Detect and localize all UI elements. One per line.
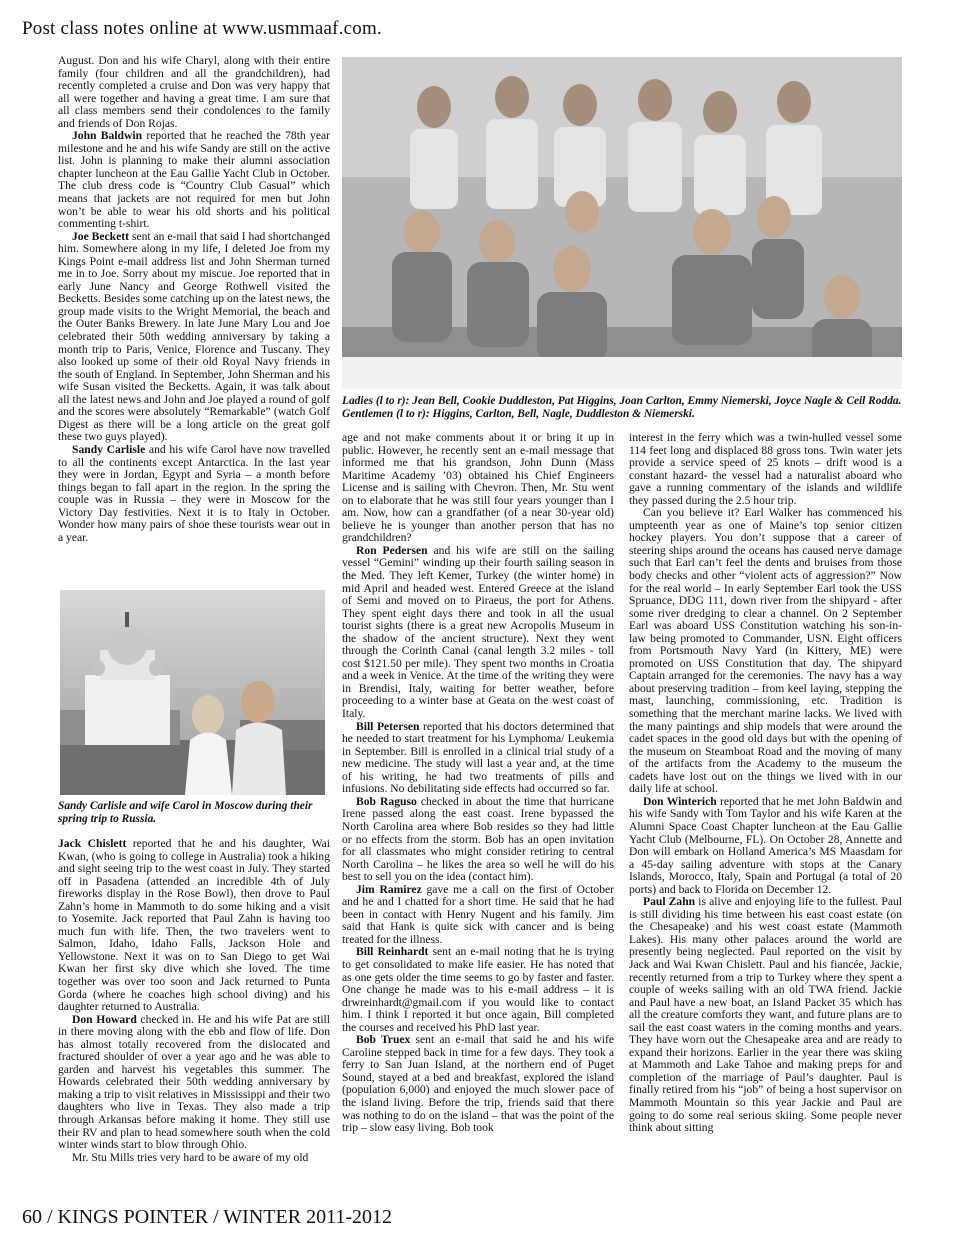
article-paragraph (629, 796, 902, 896)
article-paragraph (629, 432, 902, 507)
article-paragraph (342, 1034, 614, 1134)
paragraph-text: age and not make comments about it or bring it up in public. However, he recently sent an e-mail message that informed me that his grandson, John Dunn (Mass Maritime Academy ’03) obtained his Chief Engineers License and is sailing with Chevron. Then, Mr. Stu went on to elaborate that he was still four years younger than I am. Now, how can a grandfather (of a near 30-year old) believe he is younger than another person that has no grandchildren? (342, 432, 614, 545)
article-paragraph (342, 884, 614, 947)
paragraph-text: reported that his doctors determined that he needed to start treatment for his Lymphoma/ Leukemia in September. Bill is enrolled in a clinical trial study of a new medicine. The study will last a year and, at the time of his writing, he had two treatments of pills and infusions. No debilitating side effects had occurred so far. (342, 719, 614, 796)
paragraph-text: is alive and enjoying life to the fullest. Paul is still dividing his time between his east coast estate (on the Chesapeake) and his west coast estate (Mammoth Lakes). His many other palaces around the world are presently being neglected. Paul reported on the visit by Jack and Wai Kwan Chislett. Paul and his fiancée, Jackie, recently returned from a trip to Turkey where they spent a couple of weeks sailing with an old TWA friend. Jackie and Paul have a new boat, an Island Packet 35 which has all the creature comforts they want, and future plans are to sail the east coast waters in the coming months and years. They have worn out the Chesapeake area and are ready to expand their horizons. Earlier in the year there was skiing at Mammoth and Lake Tahoe and making preps for and completion of the marriage of Paul’s daughter. Paul is finally retired from his “job” of being a host supervisor on Mammoth Mountain so this year Jackie and Paul are going to do some real serious skiing. Some people never think about sitting (629, 895, 902, 1135)
article-paragraph (58, 1014, 330, 1152)
person-name: Don Winterich (643, 794, 717, 808)
article-paragraph (58, 231, 330, 444)
person-name: Sandy Carlisle (72, 442, 146, 456)
paragraph-text: sent an e-mail that said I had shortchanged him. Somewhere along in my life, I deleted Joe from my Kings Point e-mail address list and John Sherman turned me in to Joe. Sorry about my miscue. Joe reported that in early June Nancy and George Rothwell visited the Becketts. Besides some catching up on the latest news, the group made visits to the Wright Memorial, the beach and the Outer Banks Brewery. In late June Mary Lou and Joe celebrated their 50th wedding anniversary by taking a month trip to Paris, Venice, Florence and Tuscany. They also looked up some of their old Royal Navy friends in the south of England. In September, John Sherman and his wife Susan visited the Becketts. Again, it was talk about all the latest news and John and Joe played a round of golf and the scores were absolutely “Remarkable” (watch Golf Digest as there will be a long article on the great golf these two guys played). (58, 229, 330, 444)
moscow-photo-caption: Sandy Carlisle and wife Carol in Moscow during their spring trip to Russia. (58, 800, 313, 825)
person-name: Don Howard (72, 1012, 137, 1026)
person-name: Bob Truex (356, 1033, 411, 1047)
person-name: John Baldwin (72, 129, 143, 143)
article-paragraph (58, 130, 330, 230)
page-footer: 60 / KINGS POINTER / WINTER 2011-2012 (22, 1206, 392, 1228)
paragraph-text: reported that he and his daughter, Wai Kwan, (who is going to college in Australia) took a hiking and sight seeing trip to the west coast in July. They started off in Pasadena (attended an incredible 4th of July fireworks display in the Rose Bowl), then drove to Paul Zahn’s home in Mammoth to do some hiking and a visit to Yosemite. Jack reported that Paul Zahn is having too much fun with life. Then, the two travelers went to Salmon, Idaho, Idaho Falls, Jackson Hole and Yellowstone. Next it was on to San Diego to get Wai Kwan her first sky dive which she loved. The time together was over too soon and Jack returned to Punta Gorda (where he coaches high school diving) and his daughter returned to Australia. (58, 838, 330, 1014)
person-name: Bob Raguso (356, 794, 417, 808)
group-photo-caption: Ladies (l to r): Jean Bell, Cookie Duddleston, Pat Higgins, Joan Carlton, Emmy Niemerski, Joyce Nagle & Ceil Rodda. Gentlemen (l to r): Higgins, Carlton, Bell, Nagle, Duddleston & Niemerski. (342, 395, 902, 420)
paragraph-text: sent an e-mail noting that he is trying to get consolidated to make life easier. He has noted that as one gets older the time seems to go by faster and faster. One change he made was to his e-mail address – it is drwreinhardt@gmail.com if you would like to contact him. I think I reported it but once again, Bill completed the courses and received his PhD last year. (342, 945, 614, 1034)
moscow-photo-image (60, 590, 325, 795)
article-paragraph (342, 721, 614, 796)
person-name: Jim Ramirez (356, 882, 422, 896)
person-name: Ron Pedersen (356, 543, 428, 557)
person-name: Paul Zahn (643, 895, 696, 909)
column-2 (342, 432, 614, 1184)
article-paragraph (58, 1152, 330, 1165)
article-paragraph (342, 545, 614, 721)
person-name: Jack Chislett (58, 838, 127, 850)
paragraph-text: sent an e-mail that said he and his wife Caroline stepped back in time for a few days. They took a ferry to San Juan Island, at the northern end of Puget Sound, stayed at a bed and breakfast, explored the island (population 6,000) and enjoyed the much slower pace of the island living. Before the trip, friends said that there was nothing to do on the island – that was the point of the trip – slow easy living. Bob took (342, 1033, 614, 1135)
paragraph-text: and his wife Carol have now travelled to all the continents except Antarctica. In the last year they were in Jordan, Egypt and Syria – a month before things began to fall apart in the region. In the spring the couple was in Russia – they were in Moscow for the Victory Day festivities. Next it is to Italy in October. Wonder how many pairs of shoe these tourists wear out in a year. (58, 442, 330, 544)
paragraph-text: reported that he met John Baldwin and his wife Sandy with Tom Taylor and his wife Karen at the Alumni Space Coast Chapter luncheon at the Eau Gallie Yacht Club (Melbourne, FL). On October 28, Annette and Don will embark on Holland America’s MS Maasdam for a 45-day sailing adventure with stops at the Canary Islands, Morocco, Italy, Spain and Portugal (a total of 20 ports) and back to Florida on December 12. (629, 794, 902, 896)
person-name: Bill Petersen (356, 719, 420, 733)
person-name: Bill Reinhardt (356, 945, 429, 959)
page-header: Post class notes online at www.usmmaaf.com. (22, 18, 382, 39)
article-paragraph (342, 432, 614, 545)
paragraph-text: August. Don and his wife Charyl, along with their entire family (four children and all the grandchildren), had recently completed a cruise and Don was very happy that all were together and having a great time. I am sure that all class members send their condolences to the family and friends of Don Rojas. (58, 55, 330, 130)
paragraph-text: and his wife are still on the sailing vessel “Gemini” winding up their fourth sailing season in the Med. They left Kemer, Turkey (the winter home) in mid April and headed west. Entered Greece at the island of Semi and moved on to Piraeus, the port for Athens. They spent eight days there and took in all the usual tourist sights (there is a great new Acropolis Museum in the shadow of the ancient structure). Next they went through the Corinth Canal (canal length 3.2 miles - toll cost $121.50 per mile). They spent two months in Croatia and a week in Venice. At the time of the writing they were in Brendisi, Italy, waiting for better weather, before proceeding to a winter base at Geata on the west coast of Italy. (342, 543, 614, 721)
paragraph-text: reported that he reached the 78th year milestone and he and his wife Sandy are still on the active list. John is planning to make their alumni association chapter luncheon at the Eau Gallie Yacht Club in October. The club dress code is “Country Club Casual” which means that jackets are not required for men but John won’t be able to wear his old shorts and his political commenting t-shirt. (58, 129, 330, 231)
group-photo (342, 57, 902, 389)
moscow-photo (60, 590, 325, 795)
column-1-top (58, 55, 330, 605)
article-paragraph (629, 896, 902, 1134)
paragraph-text: checked in. He and his wife Pat are still in there moving along with the ebb and flow of life. Don has almost totally recovered from the dislocated and fractured shoulder of over a year ago and he was able to garden and harvest his vegetables this summer. The Howards celebrated their 50th wedding anniversary by making a trip to visit relatives in Mississippi and their two daughters who live in Texas. They also made a trip through Arkansas before making it home. They still use their RV and plan to head somewhere south when the cold winter winds start to blow through Ohio. (58, 1012, 330, 1152)
column-1-bottom (58, 838, 330, 1190)
paragraph-text: Mr. Stu Mills tries very hard to be aware of my old (72, 1150, 309, 1164)
paragraph-text: Can you believe it? Earl Walker has commenced his umpteenth year as one of Maine’s top senior citizen hockey players. You don’t suppose that a career of steering ships around the oceans has caused nerve damage such that Earl can’t feel the dents and bruises from those body checks and other “violent acts of aggression?” Now for the real world – In early September Earl took the USS Spruance, DDG 111, down river from the shipyard - after some river dredging to clear a channel. On 2 September Earl was aboard USS Constitution watching his son-in-law being promoted to Commander, USN. Eight officers from Portsmouth Navy Yard (in Kittery, ME) were promoted on USS Constitution that day. The shipyard Captain arranged for the ceremonies. The navy has a way about preserving tradition – from keel laying, stepping the mast, launching, commissioning, etc. Tradition is something that the merchant marine lacks. We lived with the many paintings and ship models that were around the cadet spaces in the good old days but with the opening of the museum on Steamboat Road and the moving of many of the artifacts from the Academy to the museum the cadets have lost out on the things we lived with in our daily life at school. (629, 506, 902, 796)
article-paragraph (342, 796, 614, 884)
person-name: Joe Beckett (72, 229, 129, 243)
article-paragraph (58, 55, 330, 130)
group-photo-image (342, 57, 902, 389)
paragraph-text: interest in the ferry which was a twin-hulled vessel some 114 feet long and displaced 88 gross tons. Twin water jets provide a service speed of 25 knots – drift wood is a constant hazard- the vessel had a naturalist aboard who gave a running commentary of the islands and wildlife they passed during the 2.5 hour trip. (629, 432, 902, 507)
article-paragraph (58, 444, 330, 544)
article-paragraph (629, 507, 902, 796)
paragraph-text: checked in about the time that hurricane Irene passed along the east coast. Irene bypassed the North Carolina area where Bob resides so they had little or no effects from the storm. Bob has an open invitation for all classmates who might consider retiring to central North Carolina – he likes the area so well he will do his best to sell you on the idea (contact him). (342, 794, 614, 884)
article-paragraph (58, 838, 330, 1014)
article-paragraph (342, 946, 614, 1034)
column-3 (629, 432, 902, 1184)
paragraph-text: gave me a call on the first of October and he and I chatted for a short time. He said that he had been in contact with Henry Nugent and his family. Jim said that Hank is quite sick with cancer and is being treated for the illness. (342, 882, 614, 946)
